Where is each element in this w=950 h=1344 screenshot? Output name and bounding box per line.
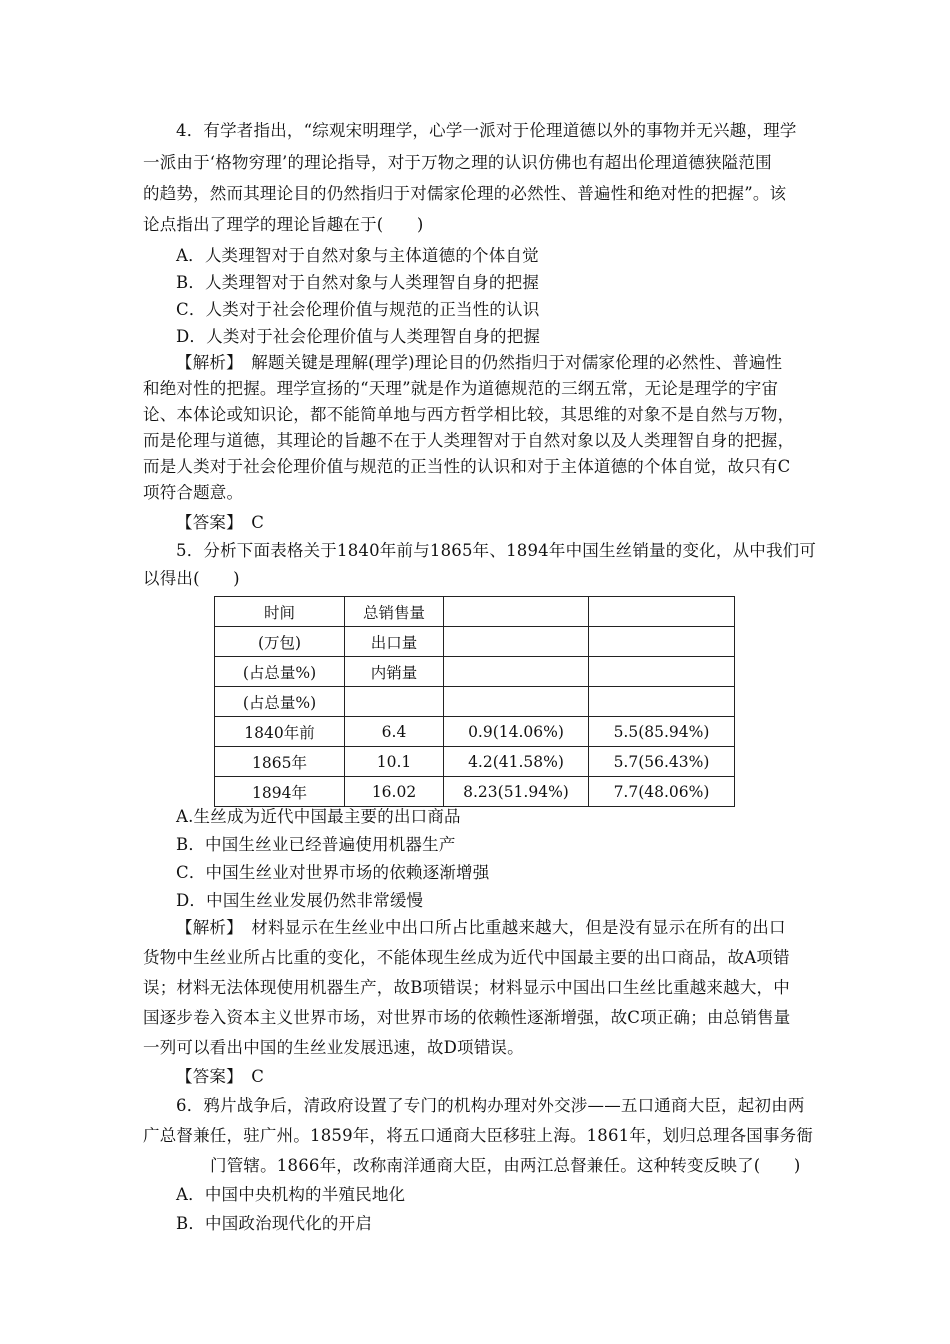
q4-option-c: C．人类对于社会伦理价值与规范的正当性的认识 (176, 300, 540, 319)
q4-analysis-line: 而是人类对于社会伦理价值与规范的正当性的认识和对于主体道德的个体自觉，故只有C (143, 457, 791, 476)
q6-stem-line: 门管辖。1866年，改称南洋通商大臣，由两江总督兼任。这种转变反映了( ) (210, 1156, 801, 1175)
table-cell: 5.5(85.94%) (589, 717, 735, 747)
table-cell: 7.7(48.06%) (589, 777, 735, 807)
table-cell (589, 597, 735, 627)
table-row (215, 627, 735, 657)
q6-option-a: A．中国中央机构的半殖民地化 (176, 1185, 406, 1204)
table-cell: 出口量 (345, 627, 444, 657)
q5-analysis-line: 【解析】 材料显示在生丝业中出口所占比重越来越大，但是没有显示在所有的出口 (176, 918, 786, 937)
q5-analysis-line: 一列可以看出中国的生丝业发展迅速，故D项错误。 (143, 1038, 524, 1057)
q5-stem-line: 5．分析下面表格关于1840年前与1865年、1894年中国生丝销量的变化，从中我们可 (176, 541, 817, 560)
table-cell: 1840年前 (215, 717, 345, 747)
table-cell (444, 657, 589, 687)
table-cell: (占总量%) (215, 687, 345, 717)
q4-stem-line: 的趋势，然而其理论目的仍然指归于对儒家伦理的必然性、普遍性和绝对性的把握”。该 (143, 184, 787, 203)
q5-option-b: B．中国生丝业已经普遍使用机器生产 (176, 835, 456, 854)
q6-stem-line: 广总督兼任，驻广州。1859年，将五口通商大臣移驻上海。1861年，划归总理各国事务衙 (143, 1126, 814, 1145)
table-row (215, 777, 735, 807)
q5-option-c: C．中国生丝业对世界市场的依赖逐渐增强 (176, 863, 490, 882)
q4-option-a: A．人类理智对于自然对象与主体道德的个体自觉 (176, 246, 539, 265)
table-cell: (万包) (215, 627, 345, 657)
table-cell (345, 687, 444, 717)
table-cell: 10.1 (345, 747, 444, 777)
table-cell (589, 657, 735, 687)
q5-analysis-line: 国逐步卷入资本主义世界市场，对世界市场的依赖性逐渐增强，故C项正确；由总销售量 (143, 1008, 791, 1027)
q6-option-b: B．中国政治现代化的开启 (176, 1214, 373, 1233)
table-row (215, 717, 735, 747)
q5-answer: 【答案】 C (176, 1067, 265, 1086)
table-row (215, 597, 735, 627)
table-cell (444, 687, 589, 717)
table-cell (589, 687, 735, 717)
table-row (215, 687, 735, 717)
q5-option-a: A.生丝成为近代中国最主要的出口商品 (176, 807, 461, 826)
table-row (215, 657, 735, 687)
q5-option-d: D．中国生丝业发展仍然非常缓慢 (176, 891, 424, 910)
table-cell (589, 627, 735, 657)
table-cell: 总销售量 (345, 597, 444, 627)
silk-sales-table (214, 596, 735, 807)
q4-analysis-line: 项符合题意。 (143, 483, 244, 502)
q4-analysis-line: 和绝对性的把握。理学宣扬的“天理”就是作为道德规范的三纲五常，无论是理学的宇宙 (143, 379, 779, 398)
q4-analysis-line: 而是伦理与道德，其理论的旨趣不在于人类理智对于自然对象以及人类理智自身的把握， (143, 431, 795, 450)
q4-option-b: B．人类理智对于自然对象与人类理智自身的把握 (176, 273, 540, 292)
table-cell: 0.9(14.06%) (444, 717, 589, 747)
q5-analysis-line: 误；材料无法体现使用机器生产，故B项错误；材料显示中国出口生丝比重越来越大，中 (143, 978, 790, 997)
table-cell: 时间 (215, 597, 345, 627)
table-cell (444, 597, 589, 627)
table-cell: 8.23(51.94%) (444, 777, 589, 807)
q6-stem-line: 6．鸦片战争后，清政府设置了专门的机构办理对外交涉——五口通商大臣，起初由两 (176, 1096, 805, 1115)
table-cell: 16.02 (345, 777, 444, 807)
q4-analysis-line: 【解析】 解题关键是理解(理学)理论目的仍然指归于对儒家伦理的必然性、普遍性 (176, 353, 783, 372)
table-cell (444, 627, 589, 657)
q4-answer: 【答案】 C (176, 513, 265, 532)
q4-stem-line: 一派由于‘格物穷理’的理论指导，对于万物之理的认识仿佛也有超出伦理道德狭隘范围 (143, 153, 772, 172)
table-cell: 6.4 (345, 717, 444, 747)
table-cell: 1894年 (215, 777, 345, 807)
table-cell: 1865年 (215, 747, 345, 777)
q5-stem-line: 以得出( ) (143, 569, 240, 588)
q4-option-d: D．人类对于社会伦理价值与人类理智自身的把握 (176, 327, 541, 346)
table-cell: 4.2(41.58%) (444, 747, 589, 777)
q4-stem-line: 论点指出了理学的理论旨趣在于( ) (143, 215, 424, 234)
table-cell: (占总量%) (215, 657, 345, 687)
q5-analysis-line: 货物中生丝业所占比重的变化，不能体现生丝成为近代中国最主要的出口商品，故A项错 (143, 948, 790, 967)
table-cell: 5.7(56.43%) (589, 747, 735, 777)
table-cell: 内销量 (345, 657, 444, 687)
q4-stem-line: 4．有学者指出，“综观宋明理学，心学一派对于伦理道德以外的事物并无兴趣，理学 (176, 121, 797, 140)
q4-analysis-line: 论、本体论或知识论，都不能简单地与西方哲学相比较，其思维的对象不是自然与万物， (143, 405, 795, 424)
table-row (215, 747, 735, 777)
